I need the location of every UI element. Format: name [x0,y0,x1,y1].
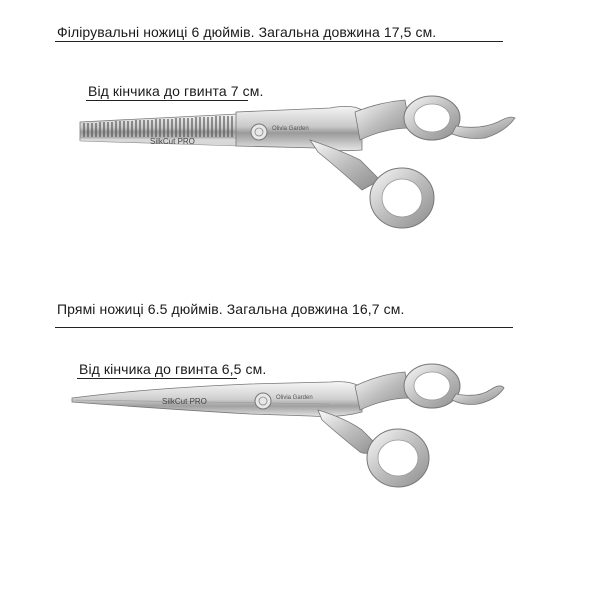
straight-blade-brand: SilkCut PRO [162,397,207,406]
straight-upper-handle [355,364,504,410]
straight-screw-logo [255,393,271,409]
thinning-logo-text: Olivia Garden [272,126,309,132]
thinning-blade-brand: SilkCut PRO [150,137,195,146]
straight-lower-handle [318,410,429,487]
thinning-scissors-title: Філірувальні ножиці 6 дюймів. Загальна довжина 17,5 см. [57,24,437,40]
straight-logo-text: Olivia Garden [276,395,313,401]
straight-scissors-title: Прямі ножиці 6.5 дюймів. Загальна довжина 16,7 см. [57,301,405,317]
thinning-tip-to-screw-label: Від кінчика до гвинта 7 см. [88,83,264,99]
straight-tip-to-screw-label: Від кінчика до гвинта 6,5 см. [79,361,267,377]
